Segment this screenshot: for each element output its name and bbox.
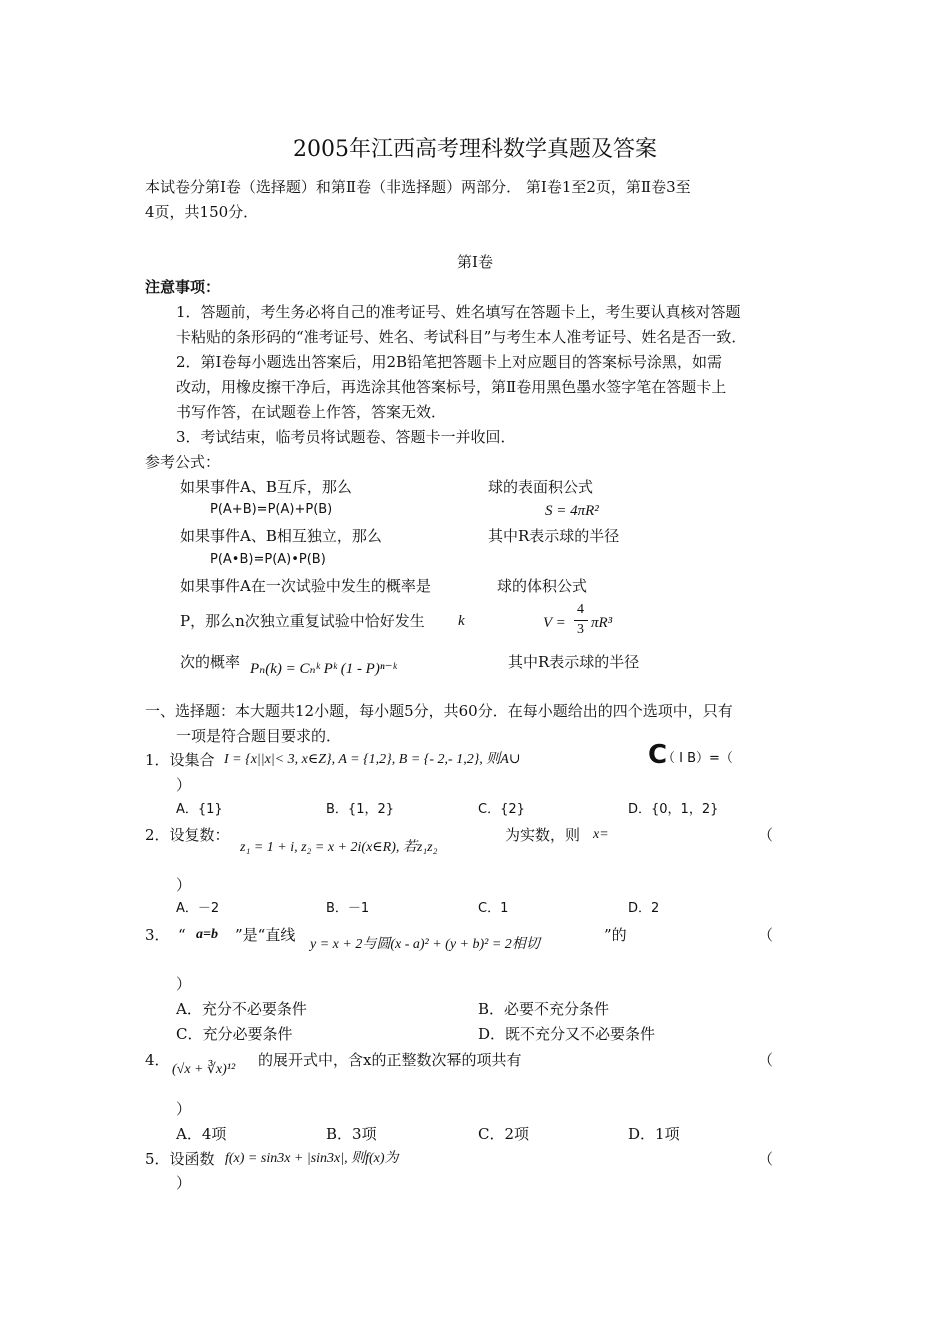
formula-l3: 如果事件A在一次试验中发生的概率是 xyxy=(180,577,431,595)
q2-math: z₁ = 1 + i, z₂ = x + 2i(x∈R), 若z₁z₂ xyxy=(240,840,438,855)
formula-r3: 球的体积公式 xyxy=(497,577,588,595)
note-2-line-3: 书写作答，在试题卷上作答，答案无效． xyxy=(176,403,447,421)
q1-option-d: D．{0，1，2} xyxy=(628,802,719,817)
formula-r3f-den: 3 xyxy=(577,622,584,637)
formula-l2f: P(A•B)=P(A)•P(B) xyxy=(210,552,326,567)
q2-close: ） xyxy=(176,876,192,894)
q3-option-c: C．充分必要条件 xyxy=(176,1025,293,1043)
page-title: 2005年江西高考理科数学真题及答案 xyxy=(293,137,657,162)
q2-option-d: D．2 xyxy=(628,901,660,916)
q3-math: y = x + 2与圆(x - a)² + (y + b)² = 2相切 xyxy=(310,937,540,952)
formula-l1: 如果事件A、B互斥，那么 xyxy=(180,478,352,496)
q3-quote-open: “ xyxy=(178,926,186,944)
q2-x: x= xyxy=(593,827,609,842)
note-3: 3．考试结束，临考员将试题卷、答题卡一并收回． xyxy=(176,428,516,446)
q5-math: f(x) = sin3x + |sin3x|, 则f(x)为 xyxy=(225,1151,399,1166)
q1-option-b: B．{1，2} xyxy=(326,802,395,817)
q2-option-a: A．－2 xyxy=(176,901,220,916)
q3-label: 3． xyxy=(145,926,170,944)
q3-paren: （ xyxy=(758,926,774,944)
q1-label: 1．设集合 xyxy=(145,751,215,769)
note-1-line-2: 卡粘贴的条形码的“准考证号、姓名、考试科目”与考生本人准考证号、姓名是否一致． xyxy=(176,328,747,346)
q1-option-a: A．{1} xyxy=(176,802,223,817)
formula-l4k: k xyxy=(458,613,465,629)
note-2-line-2: 改动，用橡皮擦干净后，再选涂其他答案标号，第Ⅱ卷用黑色墨水签字笔在答题卡上 xyxy=(176,378,727,396)
formula-r1: 球的表面积公式 xyxy=(488,478,594,496)
q5-close: ） xyxy=(176,1174,192,1192)
q4-close: ） xyxy=(176,1100,192,1118)
q3-close: ） xyxy=(176,975,192,993)
q3-ab: a=b xyxy=(196,927,218,942)
notes-heading: 注意事项： xyxy=(145,278,221,296)
section-header: 第Ⅰ卷 xyxy=(457,253,493,271)
q2-option-c: C．1 xyxy=(478,901,509,916)
formula-r2: 其中R表示球的半径 xyxy=(488,527,620,545)
q4-text: 的展开式中，含x的正整数次幂的项共有 xyxy=(258,1051,522,1069)
q2-option-b: B．－1 xyxy=(326,901,370,916)
formula-l1f: P(A+B)=P(A)+P(B) xyxy=(210,502,333,517)
q5-label: 5．设函数 xyxy=(145,1150,215,1168)
fraction-bar xyxy=(574,620,588,621)
formulas-heading: 参考公式： xyxy=(145,453,221,471)
q1-complement: C xyxy=(648,740,668,770)
intro-line-1: 本试卷分第Ⅰ卷（选择题）和第Ⅱ卷（非选择题）两部分． 第Ⅰ卷1至2页，第Ⅱ卷3至 xyxy=(145,178,691,196)
formula-l5f: Pₙ(k) = Cₙᵏ Pᵏ (1 - P)ⁿ⁻ᵏ xyxy=(250,661,397,677)
q3-option-d: D．既不充分又不必要条件 xyxy=(478,1025,656,1043)
q3-text-2: ”的 xyxy=(604,926,627,944)
q4-option-b: B．3项 xyxy=(326,1125,377,1143)
note-1-line-1: 1．答题前，考生务必将自己的准考证号、姓名填写在答题卡上，考生要认真核对答题 xyxy=(176,303,741,321)
q4-option-a: A．4项 xyxy=(176,1125,227,1143)
part1-line-2: 一项是符合题目要求的． xyxy=(176,727,342,745)
q2-paren: （ xyxy=(758,826,774,844)
formula-l4: P，那么n次独立重复试验中恰好发生 xyxy=(180,612,425,630)
note-2-line-1: 2．第Ⅰ卷每小题选出答案后，用2B铅笔把答题卡上对应题目的答案标号涂黑，如需 xyxy=(176,353,723,371)
q3-option-a: A．充分不必要条件 xyxy=(176,1000,307,1018)
formula-r1f: S = 4πR² xyxy=(545,503,599,519)
q3-option-b: B．必要不充分条件 xyxy=(478,1000,610,1018)
q3-text: ”是“直线 xyxy=(235,926,296,944)
q1-close: ） xyxy=(176,776,192,794)
q4-option-d: D．1项 xyxy=(628,1125,680,1143)
q5-paren: （ xyxy=(758,1150,774,1168)
formula-r3f-post: πR³ xyxy=(591,615,613,631)
q4-label: 4． xyxy=(145,1051,170,1069)
q4-math: (√x + ∛x)¹² xyxy=(172,1062,236,1077)
q1-tail: （ I B）=（ xyxy=(662,751,733,766)
formula-l5: 次的概率 xyxy=(180,653,241,671)
q2-label: 2．设复数： xyxy=(145,826,230,844)
q4-option-c: C．2项 xyxy=(478,1125,530,1143)
q4-paren: （ xyxy=(758,1051,774,1069)
q1-option-c: C．{2} xyxy=(478,802,525,817)
formula-r3f-num: 4 xyxy=(577,602,584,617)
q1-math: I = {x||x|< 3, x∈Z}, A = {1,2}, B = {- 2,- 1,2}, 则A∪ xyxy=(224,752,521,767)
formula-r3f-pre: V = xyxy=(543,615,566,631)
formula-r5: 其中R表示球的半径 xyxy=(508,653,640,671)
part1-line-1: 一、选择题：本大题共12小题，每小题5分，共60分．在每小题给出的四个选项中，只有 xyxy=(145,702,733,720)
intro-line-2: 4页，共150分． xyxy=(145,203,259,221)
formula-l2: 如果事件A、B相互独立，那么 xyxy=(180,527,382,545)
q2-tail: 为实数，则 xyxy=(505,826,581,844)
